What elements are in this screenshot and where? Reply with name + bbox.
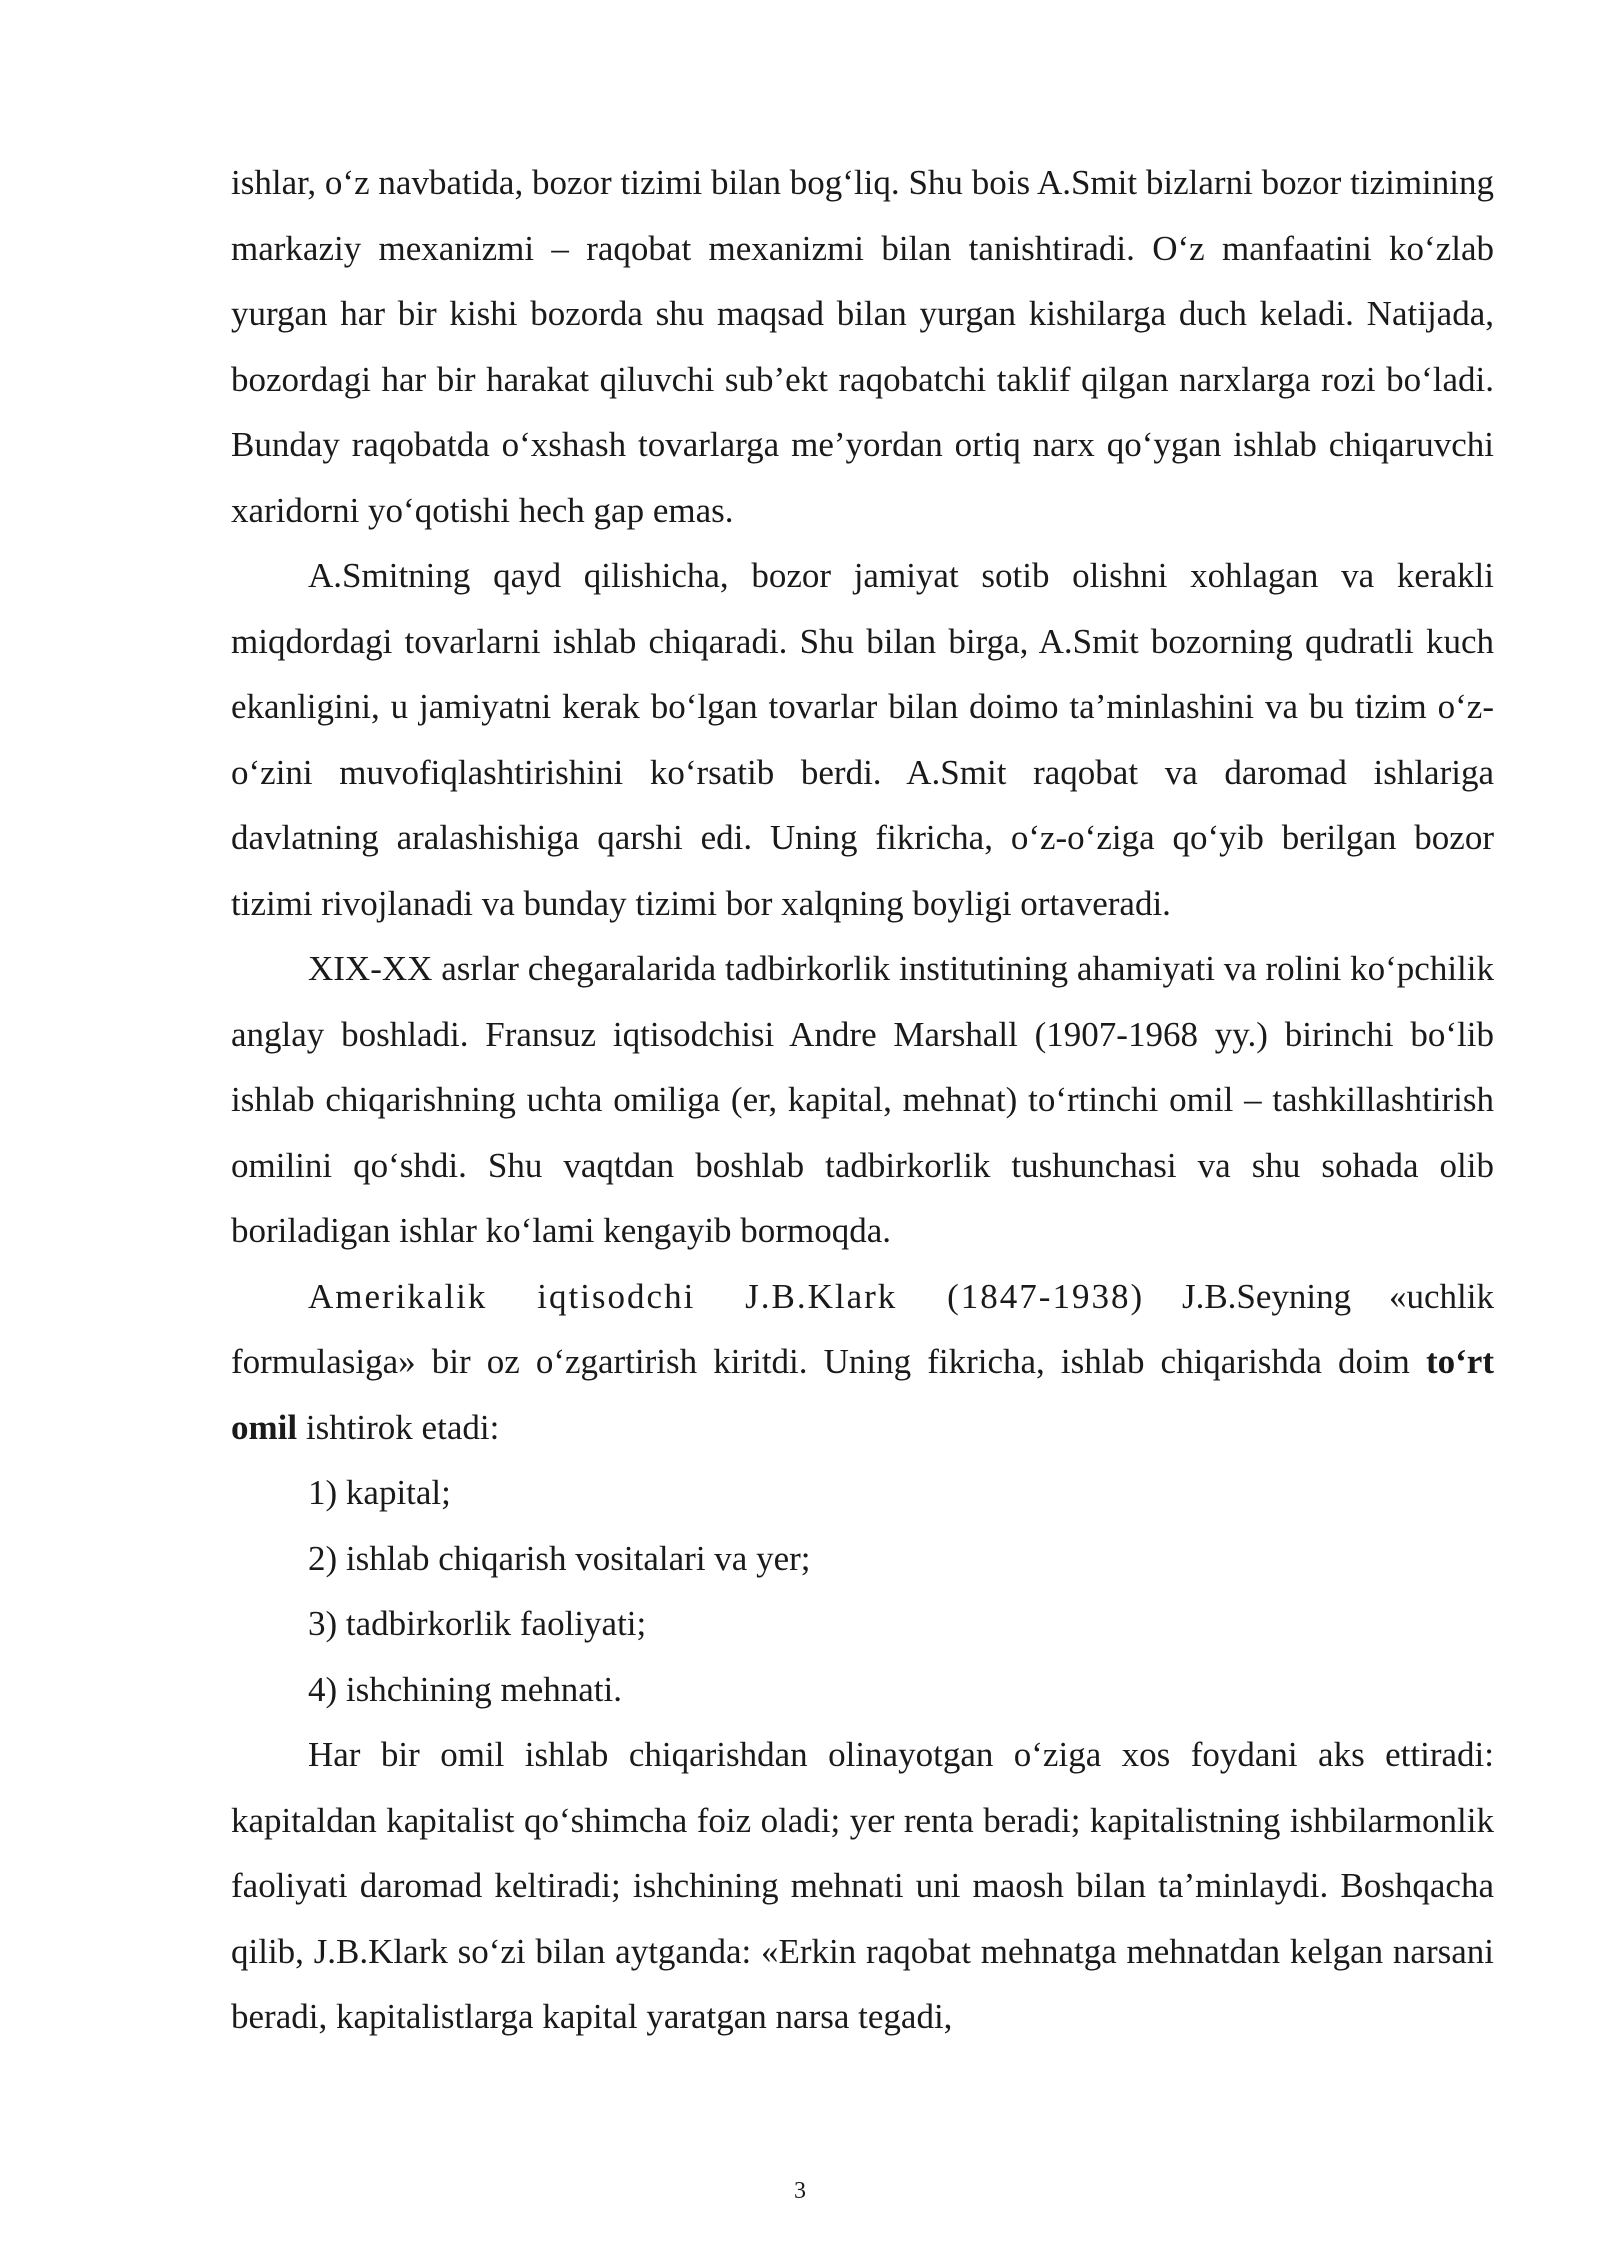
list-item: 4) ishchining mehnati.: [308, 1669, 622, 1709]
page-number: 3: [794, 2178, 806, 2204]
clark-intro-text: Amerikalik iqtisodchi J.B.Klark (1847-1938): [308, 1276, 1145, 1316]
clark-formula-text: J.B.Seyning «uchlik formulasiga» bir oz o‘zgartirish kiritdi. Uning fikricha, ishlab chiqarishda doim: [231, 1276, 1494, 1381]
paragraph-entrepreneurship-institute: XIX-XX asrlar chegaralarida tadbirkorlik institutining ahamiyati va rolini ko‘pchilik anglay boshladi. Fransuz iqtisodchisi Andre Marshall (1907-1968 yy.) birinchi bo‘lib ishlab chiqarishning uchta omiliga (er, kapital, mehnat) to‘rtinchi omil – tashkillashtirish omilini qo‘shdi. Shu vaqtdan boshlab tadbirkorlik tushunchasi va shu sohada olib boriladigan ishlar ko‘lami kengayib bormoqda.: [231, 949, 1494, 1250]
paragraph-smith-market: A.Smitning qayd qilishicha, bozor jamiyat sotib olishni xohlagan va kerakli miqdordagi tovarlarni ishlab chiqaradi. Shu bilan birga, A.Smit bozorning qudratli kuch ekanligini, u jamiyatni kerak bo‘lgan tovarlar bilan doimo ta’minlashini va bu tizim o‘z-o‘zini muvofiqlashtirishini ko‘rsatib berdi. A.Smit raqobat va daromad ishlariga davlatning aralashishiga qarshi edi. Uning fikricha, o‘z-o‘ziga qo‘yib berilgan bozor tizimi rivojlanadi va bunday tizimi bor xalqning boyligi ortaveradi.: [231, 556, 1494, 923]
list-item: 2) ishlab chiqarish vositalari va yer;: [308, 1538, 811, 1578]
list-item: 1) kapital;: [308, 1473, 451, 1512]
paragraph-clark-four-factors: [231, 1264, 1494, 1461]
paragraph-continued: ishlar, o‘z navbatida, bozor tizimi bilan bog‘liq. Shu bois A.Smit bizlarni bozor tizimining markaziy mexanizmi – raqobat mexanizmi bilan tanishtiradi. O‘z manfaatini ko‘zlab yurgan har bir kishi bozorda shu maqsad bilan yurgan kishilarga duch keladi. Natijada, bozordagi har bir harakat qiluvchi sub’ekt raqobatchi taklif qilgan narxlarga rozi bo‘ladi. Bunday raqobatda o‘xshash tovarlarga me’yordan ortiq narx qo‘ygan ishlab chiqaruvchi xaridorni yo‘qotishi hech gap emas.: [231, 163, 1494, 530]
list-item: 3) tadbirkorlik faoliyati;: [308, 1604, 647, 1643]
clark-ending-text: ishtirok etadi:: [297, 1407, 500, 1447]
page-body: [231, 150, 1494, 2050]
paragraph-factor-returns: Har bir omil ishlab chiqarishdan olinayotgan o‘ziga xos foydani aks ettiradi: kapitaldan kapitalist qo‘shimcha foiz oladi; yer renta beradi; kapitalistning ishbilarmonlik faoliyati daromad keltiradi; ishchining mehnati uni maosh bilan ta’minlaydi. Boshqacha qilib, J.B.Klark so‘zi bilan aytganda: «Erkin raqobat mehnatga mehnatdan kelgan narsani beradi, kapitalistlarga kapital yaratgan narsa tegadi,: [231, 1735, 1494, 2036]
four-factors-emphasis: to‘rt omil: [231, 1342, 1494, 1447]
